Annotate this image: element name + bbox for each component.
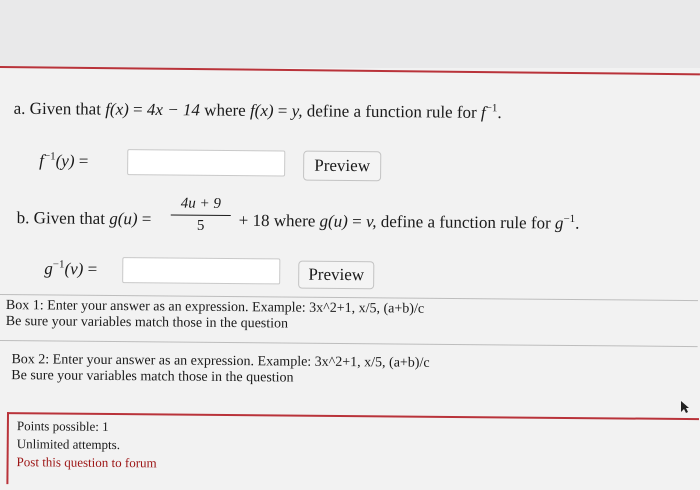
mouse-pointer-icon [680,400,690,419]
attempts-info: Unlimited attempts. [16,436,121,453]
note-divider [0,340,698,347]
part-a-prompt: a. Given that f(x) = 4x − 14 where f(x) = y, define a function rule for $f^{-1}$. [13,98,502,123]
part-b-answer-label: $g^{-1}(v)$ = [44,258,98,279]
box2-answer-input[interactable] [122,257,280,284]
question-page [0,70,700,482]
part-b-prompt-start: b. Given that g(u) = [16,208,152,229]
box1-note: Box 1: Enter your answer as an expression. Example: 3x^2+1, x/5, (a+b)/c Be sure your variables match those in the question [5,298,425,332]
box2-note: Box 2: Enter your answer as an expression. Example: 3x^2+1, x/5, (a+b)/c Be sure your variables match those in the question [11,352,430,386]
fraction-denominator: 5 [196,217,205,234]
question-info-panel [6,412,699,490]
preview-button-a[interactable]: Preview [303,151,381,182]
top-band [0,0,700,68]
preview-button-b[interactable]: Preview [298,261,374,290]
fraction-numerator: 4u + 9 [171,195,231,216]
part-a-letter: a. [13,98,26,118]
part-b-letter: b. [16,208,30,228]
points-possible: Points possible: 1 [16,418,109,434]
box1-answer-input[interactable] [127,149,285,176]
post-to-forum-link[interactable]: Post this question to forum [16,454,157,471]
mouse-pointer-icon-svg [680,400,690,414]
fraction [171,195,231,235]
part-a-answer-label: $f^{-1}(y)$ = [39,150,89,171]
part-b-prompt-end: + 18 where g(u) = v, define a function rule for $g^{-1}$. [238,210,580,233]
